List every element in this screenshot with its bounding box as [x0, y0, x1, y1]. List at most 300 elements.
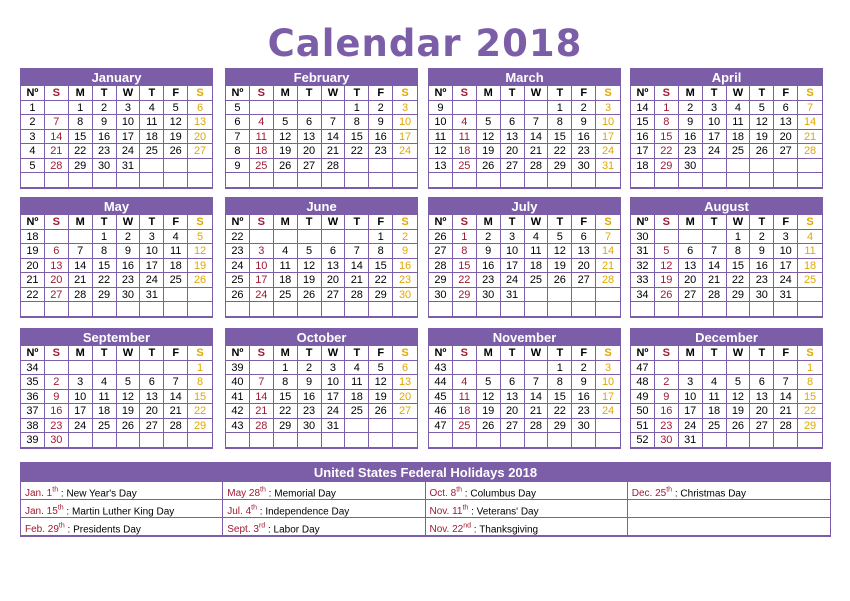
day-cell: 20	[501, 144, 525, 159]
day-cell: 24	[596, 144, 620, 159]
day-cell: 23	[750, 273, 774, 288]
day-cell: 22	[727, 273, 751, 288]
month-august	[630, 197, 823, 318]
day-cell: 10	[69, 390, 93, 405]
weekday-header: S	[453, 86, 477, 101]
day-cell: 11	[453, 130, 477, 145]
day-cell	[274, 101, 298, 116]
holiday-name: Thanksgiving	[479, 524, 539, 536]
day-cell	[703, 302, 727, 317]
day-cell	[655, 230, 679, 245]
day-cell	[69, 433, 93, 448]
day-cell: 13	[501, 390, 525, 405]
holidays-title: United States Federal Holidays 2018	[21, 463, 830, 482]
day-cell: 10	[393, 115, 417, 130]
day-cell: 30	[477, 288, 501, 303]
day-cell: 3	[117, 101, 141, 116]
day-cell	[525, 433, 549, 448]
day-cell: 23	[45, 419, 69, 434]
day-cell: 1	[548, 101, 572, 116]
weekday-header: F	[164, 215, 188, 230]
day-cell: 12	[655, 259, 679, 274]
day-cell: 15	[548, 130, 572, 145]
week-number-header: Nº	[429, 86, 453, 101]
day-cell: 7	[345, 244, 369, 259]
day-cell: 5	[298, 244, 322, 259]
week-number-cell: 14	[631, 101, 655, 116]
day-cell: 2	[572, 101, 596, 116]
holiday-date	[632, 488, 672, 499]
holiday-date-suffix: th	[666, 487, 673, 494]
holiday-separator: :	[265, 524, 274, 536]
day-cell: 23	[298, 404, 322, 419]
day-cell: 14	[45, 130, 69, 145]
day-cell: 30	[298, 419, 322, 434]
day-cell	[69, 173, 93, 188]
day-cell: 12	[369, 375, 393, 390]
day-cell: 8	[548, 375, 572, 390]
holiday-date-suffix: th	[58, 523, 65, 530]
day-cell	[298, 230, 322, 245]
month-name: April	[631, 69, 822, 86]
weekday-header: M	[69, 86, 93, 101]
day-cell	[727, 361, 751, 376]
day-cell: 9	[45, 390, 69, 405]
day-cell: 27	[750, 419, 774, 434]
day-cell	[774, 361, 798, 376]
day-cell: 5	[369, 361, 393, 376]
day-cell: 20	[572, 259, 596, 274]
day-cell	[501, 361, 525, 376]
month-grid	[226, 215, 417, 317]
day-cell: 22	[548, 404, 572, 419]
day-cell: 5	[727, 375, 751, 390]
holiday-cell	[223, 482, 425, 500]
day-cell: 6	[679, 244, 703, 259]
day-cell: 9	[572, 115, 596, 130]
day-cell: 13	[298, 130, 322, 145]
weekday-header: S	[798, 346, 822, 361]
month-grid	[226, 86, 417, 188]
day-cell: 29	[655, 159, 679, 174]
week-number-cell	[21, 302, 45, 317]
day-cell	[274, 173, 298, 188]
holiday-date-text: Jan. 15	[25, 506, 58, 518]
day-cell: 8	[93, 244, 117, 259]
day-cell: 18	[453, 404, 477, 419]
day-cell: 29	[369, 288, 393, 303]
day-cell: 21	[69, 273, 93, 288]
day-cell: 28	[525, 419, 549, 434]
day-cell: 25	[727, 144, 751, 159]
day-cell	[140, 433, 164, 448]
weekday-header: T	[93, 86, 117, 101]
day-cell: 25	[525, 273, 549, 288]
day-cell: 24	[117, 144, 141, 159]
day-cell: 30	[750, 288, 774, 303]
weekday-header: T	[703, 346, 727, 361]
day-cell: 30	[45, 433, 69, 448]
day-cell: 6	[750, 375, 774, 390]
day-cell: 12	[750, 115, 774, 130]
holiday-date-text: Nov. 11	[429, 506, 463, 518]
day-cell: 22	[188, 404, 212, 419]
week-number-header: Nº	[226, 346, 250, 361]
day-cell: 2	[477, 230, 501, 245]
day-cell	[501, 101, 525, 116]
day-cell: 4	[453, 115, 477, 130]
weekday-header: T	[345, 346, 369, 361]
week-number-cell: 22	[226, 230, 250, 245]
day-cell: 14	[596, 244, 620, 259]
day-cell: 13	[322, 259, 346, 274]
weekday-header: W	[525, 346, 549, 361]
day-cell: 30	[393, 288, 417, 303]
day-cell: 20	[774, 130, 798, 145]
day-cell: 3	[250, 244, 274, 259]
weekday-header: W	[525, 86, 549, 101]
month-grid	[21, 86, 212, 188]
day-cell	[774, 302, 798, 317]
day-cell: 8	[369, 244, 393, 259]
holiday-date-text: Dec. 25	[631, 488, 667, 500]
day-cell: 19	[727, 404, 751, 419]
day-cell: 8	[548, 115, 572, 130]
day-cell	[369, 419, 393, 434]
day-cell: 10	[596, 115, 620, 130]
day-cell: 3	[679, 375, 703, 390]
day-cell: 16	[369, 130, 393, 145]
weekday-header: S	[596, 215, 620, 230]
day-cell: 8	[655, 115, 679, 130]
day-cell: 1	[798, 361, 822, 376]
day-cell: 19	[298, 273, 322, 288]
day-cell: 23	[393, 273, 417, 288]
day-cell	[188, 159, 212, 174]
weekday-header: M	[679, 346, 703, 361]
holiday-date	[227, 488, 266, 499]
day-cell: 14	[525, 390, 549, 405]
week-number-header: Nº	[631, 215, 655, 230]
month-grid	[429, 346, 620, 448]
weekday-header: S	[188, 86, 212, 101]
day-cell: 25	[93, 419, 117, 434]
weekday-header: W	[727, 215, 751, 230]
day-cell: 25	[703, 419, 727, 434]
day-cell	[322, 101, 346, 116]
day-cell: 23	[655, 419, 679, 434]
weekday-header: T	[93, 346, 117, 361]
week-number-header: Nº	[226, 215, 250, 230]
month-january	[20, 68, 213, 189]
day-cell: 20	[322, 273, 346, 288]
week-number-cell: 6	[226, 115, 250, 130]
day-cell: 29	[93, 288, 117, 303]
day-cell: 16	[393, 259, 417, 274]
holiday-separator: :	[257, 506, 266, 518]
day-cell: 11	[453, 390, 477, 405]
weekday-header: M	[69, 346, 93, 361]
day-cell: 2	[655, 375, 679, 390]
day-cell: 28	[798, 144, 822, 159]
weekday-header: S	[393, 86, 417, 101]
month-name: December	[631, 329, 822, 346]
day-cell: 29	[798, 419, 822, 434]
holiday-date	[430, 506, 469, 517]
day-cell: 22	[345, 144, 369, 159]
week-number-header: Nº	[21, 86, 45, 101]
day-cell: 12	[477, 390, 501, 405]
day-cell	[798, 433, 822, 448]
day-cell: 12	[477, 130, 501, 145]
day-cell: 25	[250, 159, 274, 174]
day-cell: 8	[798, 375, 822, 390]
holiday-separator: :	[462, 488, 471, 500]
day-cell: 9	[679, 115, 703, 130]
day-cell: 10	[679, 390, 703, 405]
day-cell: 6	[298, 115, 322, 130]
day-cell	[572, 173, 596, 188]
holiday-date-suffix: nd	[463, 523, 472, 530]
weekday-header: M	[274, 346, 298, 361]
day-cell	[322, 302, 346, 317]
day-cell: 4	[798, 230, 822, 245]
day-cell: 22	[548, 144, 572, 159]
day-cell: 4	[727, 101, 751, 116]
holiday-cell	[426, 500, 628, 518]
day-cell: 16	[45, 404, 69, 419]
day-cell	[93, 433, 117, 448]
day-cell: 12	[548, 244, 572, 259]
weekday-header: S	[798, 215, 822, 230]
day-cell: 21	[525, 404, 549, 419]
day-cell	[298, 101, 322, 116]
day-cell	[164, 288, 188, 303]
day-cell	[750, 302, 774, 317]
day-cell: 10	[250, 259, 274, 274]
day-cell: 21	[596, 259, 620, 274]
day-cell: 17	[596, 390, 620, 405]
day-cell	[69, 302, 93, 317]
day-cell	[477, 101, 501, 116]
week-number-cell: 13	[429, 159, 453, 174]
day-cell: 30	[679, 159, 703, 174]
month-november	[428, 328, 621, 449]
holiday-separator: :	[64, 524, 74, 536]
week-number-cell: 34	[21, 361, 45, 376]
day-cell	[274, 302, 298, 317]
holiday-name: Martin Luther King Day	[72, 506, 175, 518]
day-cell	[345, 302, 369, 317]
month-grid	[21, 215, 212, 317]
day-cell	[298, 173, 322, 188]
day-cell: 20	[393, 390, 417, 405]
day-cell: 9	[750, 244, 774, 259]
weekday-header: S	[596, 346, 620, 361]
day-cell	[140, 302, 164, 317]
day-cell: 29	[548, 419, 572, 434]
week-number-cell: 28	[429, 259, 453, 274]
day-cell	[274, 230, 298, 245]
weekday-header: T	[140, 86, 164, 101]
weekday-header: T	[501, 215, 525, 230]
day-cell: 26	[188, 273, 212, 288]
day-cell: 6	[188, 101, 212, 116]
day-cell: 28	[164, 419, 188, 434]
weekday-header: M	[679, 86, 703, 101]
day-cell: 8	[727, 244, 751, 259]
week-number-cell: 47	[429, 419, 453, 434]
day-cell	[774, 173, 798, 188]
day-cell: 31	[140, 288, 164, 303]
day-cell: 1	[369, 230, 393, 245]
holiday-date-suffix: th	[462, 505, 469, 512]
day-cell: 10	[774, 244, 798, 259]
day-cell	[798, 173, 822, 188]
week-number-cell: 39	[226, 361, 250, 376]
day-cell: 1	[727, 230, 751, 245]
month-february	[225, 68, 418, 189]
day-cell: 17	[679, 404, 703, 419]
day-cell	[93, 302, 117, 317]
day-cell: 21	[798, 130, 822, 145]
day-cell: 11	[727, 115, 751, 130]
week-number-cell	[429, 302, 453, 317]
day-cell: 4	[703, 375, 727, 390]
week-number-cell: 15	[631, 115, 655, 130]
month-grid	[631, 86, 822, 188]
holiday-date-text: Sept. 3	[227, 524, 259, 536]
day-cell: 20	[298, 144, 322, 159]
week-number-cell: 36	[21, 390, 45, 405]
weekday-header: M	[477, 86, 501, 101]
holiday-date-text: Feb. 29	[25, 524, 59, 536]
month-october	[225, 328, 418, 449]
day-cell	[393, 433, 417, 448]
day-cell: 19	[548, 259, 572, 274]
holiday-name: Presidents Day	[73, 524, 141, 536]
day-cell: 13	[774, 115, 798, 130]
weekday-header: F	[774, 346, 798, 361]
day-cell: 17	[596, 130, 620, 145]
day-cell	[596, 419, 620, 434]
holiday-cell	[21, 518, 223, 536]
day-cell: 18	[274, 273, 298, 288]
day-cell: 2	[45, 375, 69, 390]
day-cell: 14	[525, 130, 549, 145]
day-cell: 21	[45, 144, 69, 159]
day-cell	[369, 173, 393, 188]
day-cell	[140, 159, 164, 174]
day-cell: 26	[369, 404, 393, 419]
week-number-cell: 37	[21, 404, 45, 419]
day-cell: 29	[274, 419, 298, 434]
day-cell	[345, 173, 369, 188]
holiday-date	[25, 506, 64, 517]
day-cell	[45, 302, 69, 317]
day-cell: 17	[774, 259, 798, 274]
day-cell: 3	[596, 101, 620, 116]
day-cell: 29	[69, 159, 93, 174]
day-cell: 6	[501, 115, 525, 130]
weekday-header: S	[250, 346, 274, 361]
holiday-cell	[426, 518, 628, 536]
day-cell: 18	[164, 259, 188, 274]
day-cell	[298, 302, 322, 317]
day-cell	[477, 173, 501, 188]
day-cell: 14	[164, 390, 188, 405]
day-cell: 14	[345, 259, 369, 274]
day-cell: 6	[322, 244, 346, 259]
day-cell: 9	[93, 115, 117, 130]
day-cell: 25	[453, 419, 477, 434]
day-cell: 19	[655, 273, 679, 288]
weekday-header: S	[393, 215, 417, 230]
day-cell: 21	[164, 404, 188, 419]
day-cell: 31	[322, 419, 346, 434]
day-cell: 8	[345, 115, 369, 130]
day-cell: 15	[548, 390, 572, 405]
week-number-cell: 9	[429, 101, 453, 116]
day-cell: 23	[572, 404, 596, 419]
day-cell	[93, 173, 117, 188]
day-cell: 2	[369, 101, 393, 116]
week-number-cell: 47	[631, 361, 655, 376]
day-cell	[250, 302, 274, 317]
day-cell: 29	[453, 288, 477, 303]
day-cell: 28	[250, 419, 274, 434]
day-cell	[393, 302, 417, 317]
day-cell: 12	[298, 259, 322, 274]
day-cell	[703, 433, 727, 448]
weekday-header: W	[117, 215, 141, 230]
day-cell	[679, 173, 703, 188]
day-cell: 8	[69, 115, 93, 130]
holidays-table	[20, 462, 831, 537]
month-july	[428, 197, 621, 318]
day-cell: 1	[188, 361, 212, 376]
day-cell: 6	[393, 361, 417, 376]
day-cell	[188, 173, 212, 188]
day-cell	[188, 302, 212, 317]
week-number-cell: 43	[429, 361, 453, 376]
day-cell: 27	[298, 159, 322, 174]
month-may	[20, 197, 213, 318]
day-cell	[679, 230, 703, 245]
day-cell: 16	[572, 390, 596, 405]
week-number-cell: 26	[429, 230, 453, 245]
holiday-date-suffix: th	[456, 487, 463, 494]
day-cell: 28	[45, 159, 69, 174]
day-cell: 24	[596, 404, 620, 419]
day-cell: 13	[572, 244, 596, 259]
week-number-cell: 46	[429, 404, 453, 419]
day-cell: 7	[69, 244, 93, 259]
weekday-header: S	[655, 346, 679, 361]
month-grid	[21, 346, 212, 448]
day-cell: 19	[477, 144, 501, 159]
day-cell: 26	[727, 419, 751, 434]
day-cell: 4	[140, 101, 164, 116]
day-cell: 29	[548, 159, 572, 174]
day-cell: 5	[750, 101, 774, 116]
week-number-cell: 30	[429, 288, 453, 303]
day-cell: 18	[345, 390, 369, 405]
holiday-date-text: May 28	[227, 488, 261, 500]
weekday-header: T	[703, 86, 727, 101]
day-cell: 5	[188, 230, 212, 245]
holiday-cell	[21, 482, 223, 500]
